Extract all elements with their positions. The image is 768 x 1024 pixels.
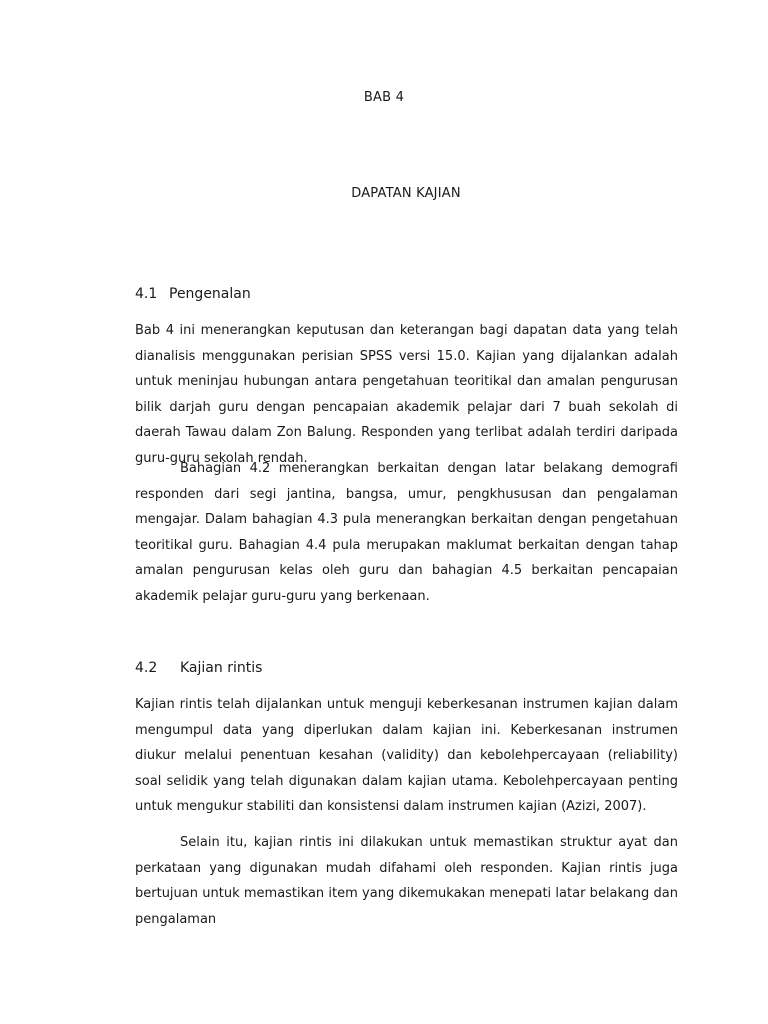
paragraph: Bab 4 ini menerangkan keputusan dan keterangan bagi dapatan data yang telah dianalisis menggunakan perisian SPSS versi 15.0. Kajian yang dijalankan adalah untuk meninjau hubungan antara pengetahuan teoritikal dan amalan pengurusan bilik darjah guru dengan pencapaian akademik pelajar dari 7 buah sekolah di daerah Tawau dalam Zon Balung. Responden yang terlibat adalah terdiri daripada guru-guru sekolah rendah.: [135, 323, 678, 466]
section-title: Pengenalan: [169, 286, 251, 302]
section-title: Kajian rintis: [180, 660, 263, 676]
section-heading-4-1: [135, 286, 251, 302]
paragraph: Bahagian 4.2 menerangkan berkaitan dengan latar belakang demografi responden dari segi jantina, bangsa, umur, pengkhususan dan pengalaman mengajar. Dalam bahagian 4.3 pula menerangkan berkaitan dengan pengetahuan teoritikal guru. Bahagian 4.4 pula merupakan maklumat berkaitan dengan tahap amalan pengurusan kelas oleh guru dan bahagian 4.5 berkaitan pencapaian akademik pelajar guru-guru yang berkenaan.: [135, 461, 678, 604]
paragraph: Selain itu, kajian rintis ini dilakukan untuk memastikan struktur ayat dan perkataan yang digunakan mudah difahami oleh responden. Kajian rintis juga bertujuan untuk memastikan item yang dikemukakan menepati latar belakang dan pengalaman: [135, 835, 678, 927]
chapter-number: BAB 4: [363, 90, 405, 105]
section-number: 4.2: [135, 660, 158, 676]
paragraph: Kajian rintis telah dijalankan untuk menguji keberkesanan instrumen kajian dalam mengumpul data yang diperlukan dalam kajian ini. Keberkesanan instrumen diukur melalui penentuan kesahan (validity) dan kebolehpercayaan (reliability) soal selidik yang telah digunakan dalam kajian utama. Kebolehpercayaan penting untuk mengukur stabiliti dan konsistensi dalam instrumen kajian (Azizi, 2007).: [135, 697, 678, 814]
chapter-title: DAPATAN KAJIAN: [351, 186, 461, 201]
section-heading-4-2: [135, 660, 262, 676]
section-number: 4.1: [135, 286, 158, 302]
